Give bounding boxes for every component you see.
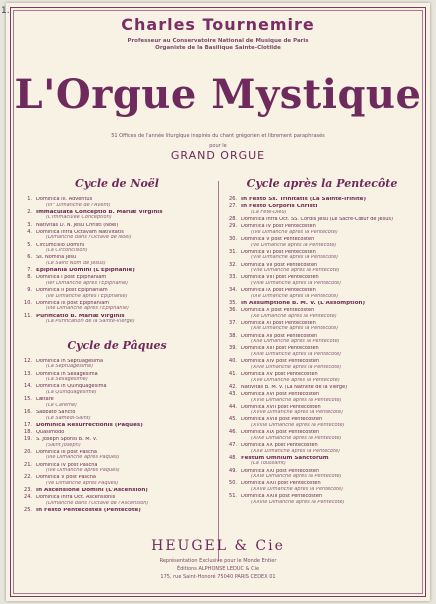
office-title: Dominica in Sexagesima xyxy=(36,371,98,377)
office-title: Nativitas D. N. Jesu Christi (Noël) xyxy=(36,222,119,228)
office-entry xyxy=(18,384,216,395)
office-title: In Assumptione B. M. V. (L'Assomption) xyxy=(241,300,366,306)
office-entry xyxy=(18,275,216,286)
publisher-name: HEUGEL & Cie xyxy=(151,538,285,554)
office-text xyxy=(241,321,421,332)
office-title: S. Joseph Sponsi B. M. V. xyxy=(36,437,98,443)
office-entry xyxy=(223,359,421,370)
office-number: 44. xyxy=(229,403,237,410)
office-entry xyxy=(223,308,421,319)
office-entry xyxy=(18,301,216,312)
cycle-title-noel: Cycle de Noël xyxy=(75,177,159,190)
office-entry xyxy=(18,268,216,274)
score-cover xyxy=(6,3,430,601)
office-number: 7. xyxy=(27,267,32,274)
office-subtitle: (XIe Dimanche après la Pentecôte) xyxy=(251,326,339,332)
office-text xyxy=(241,217,421,223)
office-number: 47. xyxy=(229,442,237,449)
office-number: 17. xyxy=(24,421,32,428)
office-number: 38. xyxy=(229,332,237,339)
office-entry xyxy=(223,372,421,383)
office-subtitle: (VIe Dimanche après la Pentecôte) xyxy=(251,255,339,261)
office-title: Epiphania Domini (L'Épiphanie) xyxy=(36,268,135,274)
office-subtitle: (IIIe Dimanche après Pâques) xyxy=(46,455,120,461)
office-text xyxy=(36,223,216,229)
office-number: 14. xyxy=(24,383,32,390)
office-text xyxy=(36,210,216,221)
office-number: 20. xyxy=(24,448,32,455)
office-entry xyxy=(18,423,216,429)
office-number: 23. xyxy=(24,487,32,494)
office-text xyxy=(36,372,216,383)
office-number: 28. xyxy=(229,215,237,222)
office-title: Dominica III post Epiphaniam xyxy=(36,300,110,306)
office-number: 18. xyxy=(24,428,32,435)
composer-credential: Professeur au Conservatoire National de Musique de Paris xyxy=(127,38,309,44)
office-subtitle: (IVe Dimanche après la Pentecôte) xyxy=(251,229,338,235)
office-title: Dominica XX post Pentecosten xyxy=(241,443,318,449)
office-entry xyxy=(223,456,421,467)
office-number: 6. xyxy=(27,254,32,261)
office-text xyxy=(36,301,216,312)
office-title: Dominica XXIII post Pentecosten xyxy=(241,494,323,500)
office-subtitle: (IXe Dimanche après la Pentecôte) xyxy=(251,293,339,299)
office-number: 35. xyxy=(229,299,237,306)
work-subtitle: 51 Offices de l'année liturgique inspirés du chant grégorien et librement paraphrasés xyxy=(111,133,325,139)
office-number: 45. xyxy=(229,416,237,423)
office-entry xyxy=(223,237,421,248)
office-entry xyxy=(18,210,216,221)
office-subtitle: (Saint Joseph) xyxy=(46,442,81,448)
office-number: 2. xyxy=(27,208,32,215)
office-subtitle: (XXIIIe Dimanche après la Pentecôte) xyxy=(251,499,345,505)
office-text xyxy=(241,197,421,203)
office-number: 4. xyxy=(27,228,32,235)
office-subtitle: (IIe Dimanche après l'Épiphanie) xyxy=(46,293,128,299)
office-number: 36. xyxy=(229,307,237,314)
office-text xyxy=(36,423,216,429)
office-number: 29. xyxy=(229,223,237,230)
office-number: 40. xyxy=(229,358,237,365)
column-divider xyxy=(218,181,219,561)
office-text xyxy=(241,443,421,454)
office-title: Sabbato Sancto xyxy=(36,409,76,415)
office-number: 24. xyxy=(24,494,32,501)
office-number: 49. xyxy=(229,467,237,474)
office-entry xyxy=(18,488,216,494)
right-column xyxy=(223,165,421,507)
office-text xyxy=(36,197,216,208)
office-number: 9. xyxy=(27,287,32,294)
office-text xyxy=(241,359,421,370)
office-entry xyxy=(18,430,216,436)
office-subtitle: (XVe Dimanche après la Pentecôte) xyxy=(251,377,340,383)
office-number: 37. xyxy=(229,319,237,326)
office-title: Dominica V post Pascha xyxy=(36,475,96,481)
office-text xyxy=(241,301,421,307)
office-entry xyxy=(18,508,216,514)
office-text xyxy=(241,288,421,299)
office-entry xyxy=(18,288,216,299)
office-number: 22. xyxy=(24,474,32,481)
office-text xyxy=(241,346,421,357)
office-text xyxy=(36,495,216,506)
office-title: Festum Omnium Sanctorum xyxy=(241,455,329,461)
office-title: Dominica VI post Pentecosten xyxy=(241,249,316,255)
office-entry xyxy=(18,437,216,448)
office-entry xyxy=(223,275,421,286)
office-entry xyxy=(18,255,216,266)
work-title: L'Orgue Mystique xyxy=(14,71,422,118)
cycle-list-paques xyxy=(18,359,216,514)
office-text xyxy=(241,275,421,286)
office-entry xyxy=(223,224,421,235)
office-title: Dominica XVII post Pentecosten xyxy=(241,404,321,410)
office-text xyxy=(36,230,216,241)
office-entry xyxy=(18,410,216,421)
office-title: Nativitas B. M. V. (La Nativité de la Vierge) xyxy=(241,384,348,390)
office-subtitle: (XIXe Dimanche après la Pentecôte) xyxy=(251,435,342,441)
office-number: 43. xyxy=(229,390,237,397)
office-subtitle: (Ier Dimanche après l'Épiphanie) xyxy=(46,280,129,286)
office-text xyxy=(36,243,216,254)
office-subtitle: (IVe Dimanche après Pâques) xyxy=(46,468,120,474)
office-text xyxy=(241,224,421,235)
office-entry xyxy=(18,475,216,486)
office-entry xyxy=(18,314,216,325)
margin-mark: 1. xyxy=(1,6,10,16)
office-text xyxy=(36,314,216,325)
office-title: Dominica infra Octavam Nativitatis xyxy=(36,229,124,235)
office-subtitle: (La Quinquagésime) xyxy=(46,389,97,395)
office-text xyxy=(241,372,421,383)
office-title: Dominica IV post Pentecosten xyxy=(241,224,316,230)
office-subtitle: (XVIe Dimanche après la Pentecôte) xyxy=(251,397,342,403)
office-title: Dominica IV post Pascha xyxy=(36,462,98,468)
office-subtitle: (La Purification de la Sainte-Vierge) xyxy=(46,319,135,325)
office-text xyxy=(241,237,421,248)
office-text xyxy=(36,463,216,474)
office-title: Dominica III post Pascha xyxy=(36,449,97,455)
office-text xyxy=(241,204,421,215)
office-text xyxy=(36,268,216,274)
office-subtitle: (XVIIIe Dimanche après la Pentecôte) xyxy=(251,423,345,429)
cycle-title-paques: Cycle de Pâques xyxy=(67,338,167,352)
office-title: Dominica X post Pentecosten xyxy=(241,308,315,314)
office-title: Dominica V post Pentecosten xyxy=(241,236,315,242)
office-title: Dominica XVI post Pentecosten xyxy=(241,391,320,397)
office-number: 19. xyxy=(24,436,32,443)
office-number: 30. xyxy=(229,235,237,242)
office-entry xyxy=(18,230,216,241)
office-title: Dominica XVIII post Pentecosten xyxy=(241,417,323,423)
office-number: 32. xyxy=(229,261,237,268)
office-text xyxy=(241,334,421,345)
office-title: In Festo Corporis Christi xyxy=(241,204,318,210)
office-text xyxy=(241,405,421,416)
office-text xyxy=(36,475,216,486)
office-entry xyxy=(223,469,421,480)
office-title: Dominica infra Oct. Ascensionis xyxy=(36,495,116,501)
office-title: Circumcisio Domini xyxy=(36,242,85,248)
office-subtitle: (La Septuagésime) xyxy=(46,364,94,370)
office-subtitle: (XXe Dimanche après la Pentecôte) xyxy=(251,448,341,454)
office-entry xyxy=(223,301,421,307)
office-subtitle: (XIIIe Dimanche après la Pentecôte) xyxy=(251,351,342,357)
office-number: 10. xyxy=(24,299,32,306)
office-subtitle: (XIVe Dimanche après la Pentecôte) xyxy=(251,364,342,370)
office-text xyxy=(36,488,216,494)
office-subtitle: (XIIe Dimanche après la Pentecôte) xyxy=(251,339,340,345)
office-title: Dominica IX post Pentecosten xyxy=(241,288,316,294)
office-number: 26. xyxy=(229,196,237,202)
office-entry xyxy=(223,443,421,454)
office-number: 39. xyxy=(229,345,237,352)
office-subtitle: (Dimanche dans l'Octave de l'Ascension) xyxy=(46,501,149,506)
pour-label: pour le xyxy=(209,143,227,149)
office-subtitle: (VIIe Dimanche après la Pentecôte) xyxy=(251,268,340,274)
office-text xyxy=(241,263,421,274)
office-subtitle: (L'Immaculée Conception) xyxy=(46,215,112,221)
office-number: 13. xyxy=(24,370,32,377)
office-entry xyxy=(18,243,216,254)
office-entry xyxy=(18,397,216,408)
office-text xyxy=(36,508,216,514)
office-number: 16. xyxy=(24,408,32,415)
office-entry xyxy=(18,223,216,229)
office-number: 12. xyxy=(24,357,32,364)
office-title: Dominica XII post Pentecosten xyxy=(241,333,318,339)
office-title: Dominica II post Epiphaniam xyxy=(36,288,108,294)
office-subtitle: (La Sexagésime) xyxy=(46,377,88,383)
office-text xyxy=(36,410,216,421)
office-text xyxy=(241,250,421,261)
office-number: 31. xyxy=(229,248,237,255)
office-number: 34. xyxy=(229,287,237,294)
office-entry xyxy=(223,321,421,332)
office-title: Dominica XV post Pentecosten xyxy=(241,371,318,377)
office-entry xyxy=(18,197,216,208)
office-title: Dominica Resurrectionis (Pâques) xyxy=(36,422,143,428)
office-subtitle: (VIIIe Dimanche après la Pentecôte) xyxy=(251,280,342,286)
office-number: 42. xyxy=(229,383,237,390)
office-title: Dominica XIX post Pentecosten xyxy=(241,430,320,436)
office-text xyxy=(241,392,421,403)
office-text xyxy=(241,494,421,505)
office-text xyxy=(36,275,216,286)
office-number: 1. xyxy=(27,196,32,202)
office-title: Dominica XI post Pentecosten xyxy=(241,320,316,326)
office-text xyxy=(36,255,216,266)
office-text xyxy=(241,456,421,467)
office-entry xyxy=(18,359,216,370)
office-entry xyxy=(18,450,216,461)
office-title: Lætare xyxy=(36,397,54,403)
office-subtitle: (La Fête-Dieu) xyxy=(251,209,287,215)
office-entry xyxy=(18,463,216,474)
publisher-line: Éditions ALPHONSE LEDUC & Cie xyxy=(176,566,260,572)
office-title: In Festo Pentecostes (Pentecôte) xyxy=(36,508,141,514)
office-title: Dominica VII post Pentecosten xyxy=(241,262,318,268)
office-entry xyxy=(223,430,421,441)
office-number: 15. xyxy=(24,396,32,403)
office-subtitle: (IIIe Dimanche après l'Épiphanie) xyxy=(46,306,130,312)
office-subtitle: (Le Samedi-Saint) xyxy=(46,415,91,421)
office-text xyxy=(36,437,216,448)
office-title: Dominica in Septuagesima xyxy=(36,358,104,364)
office-title: Dominica VIII post Pentecosten xyxy=(241,275,319,281)
office-subtitle: (Le Saint Nom de Jésus) xyxy=(46,260,106,266)
office-entry xyxy=(223,392,421,403)
office-entry xyxy=(223,417,421,428)
office-subtitle: (XXIIe Dimanche après la Pentecôte) xyxy=(251,486,344,492)
office-text xyxy=(36,450,216,461)
instrument-label: GRAND ORGUE xyxy=(170,149,266,162)
office-entry xyxy=(223,288,421,299)
office-title: Purificatio B. Mariæ Virginis xyxy=(36,313,125,319)
office-number: 27. xyxy=(229,203,237,210)
office-subtitle: (La Toussaint) xyxy=(251,461,286,467)
office-title: Dominica in Quinquagesima xyxy=(36,384,107,390)
office-title: In Ascensione Domini (L'Ascension) xyxy=(36,488,148,494)
office-text xyxy=(241,430,421,441)
office-entry xyxy=(223,385,421,391)
office-title: Ss. Nomina Jesu xyxy=(36,255,77,261)
office-title: Dominica III. Adventus xyxy=(36,197,93,202)
office-title: Dominica infra Oct. SS. Cordis Jesu (Le Sacré-Cœur de Jésus) xyxy=(241,216,393,222)
office-entry xyxy=(223,204,421,215)
office-number: 33. xyxy=(229,274,237,281)
office-entry xyxy=(223,405,421,416)
office-number: 5. xyxy=(27,241,32,248)
office-number: 25. xyxy=(24,507,32,514)
office-title: Dominica I post Epiphaniam xyxy=(36,275,107,281)
office-subtitle: (Xe Dimanche après la Pentecôte) xyxy=(251,313,337,319)
publisher-line: Représentation Exclusive pour le Monde Entier xyxy=(159,558,277,564)
office-title: Immaculata Conceptio B. Mariæ Virginis xyxy=(36,209,163,215)
office-number: 46. xyxy=(229,429,237,436)
office-number: 8. xyxy=(27,274,32,281)
office-entry xyxy=(223,217,421,223)
office-subtitle: (Le Carême) xyxy=(46,402,77,408)
office-text xyxy=(241,417,421,428)
cycle-list-noel xyxy=(18,197,216,325)
cycle-title-pentecote: Cycle après la Pentecôte xyxy=(246,177,398,190)
left-column xyxy=(18,165,216,515)
office-entry xyxy=(223,250,421,261)
office-entry xyxy=(223,197,421,203)
office-number: 3. xyxy=(27,221,32,228)
office-subtitle: (XXIe Dimanche après la Pentecôte) xyxy=(251,474,342,480)
office-entry xyxy=(223,481,421,492)
office-subtitle: (Dimanche dans l'Octave de Noël) xyxy=(46,235,132,241)
office-subtitle: (Ve Dimanche après la Pentecôte) xyxy=(251,242,337,248)
office-number: 48. xyxy=(229,454,237,461)
office-title: Dominica XXI post Pentecosten xyxy=(241,468,320,474)
composer-credential: Organiste de la Basilique Sainte-Clotilde xyxy=(155,45,281,51)
office-text xyxy=(36,430,216,436)
office-title: Dominica XIV post Pentecosten xyxy=(241,359,320,365)
office-text xyxy=(36,384,216,395)
office-number: 50. xyxy=(229,480,237,487)
office-text xyxy=(241,481,421,492)
office-number: 21. xyxy=(24,461,32,468)
office-subtitle: (La Circoncision) xyxy=(46,248,88,254)
office-title: Quasimodo xyxy=(36,429,65,435)
office-entry xyxy=(18,495,216,506)
office-title: Dominica XXII post Pentecosten xyxy=(241,481,321,487)
office-text xyxy=(241,469,421,480)
office-text xyxy=(36,397,216,408)
office-text xyxy=(241,308,421,319)
office-subtitle: (XVIIe Dimanche après la Pentecôte) xyxy=(251,410,344,416)
office-subtitle: (Ve Dimanche après Pâques) xyxy=(46,481,119,487)
office-text xyxy=(241,385,421,391)
office-text xyxy=(36,359,216,370)
office-title: Dominica XIII post Pentecosten xyxy=(241,346,319,352)
office-text xyxy=(36,288,216,299)
publisher-line: 175, rue Saint-Honoré 75040 PARIS CEDEX 01 xyxy=(160,574,276,580)
office-entry xyxy=(223,346,421,357)
composer-name: Charles Tournemire xyxy=(121,15,315,34)
cycle-list-pentecote xyxy=(223,197,421,505)
office-entry xyxy=(223,334,421,345)
office-number: 11. xyxy=(24,312,32,319)
office-entry xyxy=(18,372,216,383)
office-subtitle: (III° Dimanche de l'Avent) xyxy=(46,202,111,208)
office-number: 51. xyxy=(229,493,237,500)
office-number: 41. xyxy=(229,370,237,377)
office-entry xyxy=(223,494,421,505)
office-title: In Festo Ss. Trinitatis (La Sainte-Trinité) xyxy=(241,197,367,202)
office-entry xyxy=(223,263,421,274)
